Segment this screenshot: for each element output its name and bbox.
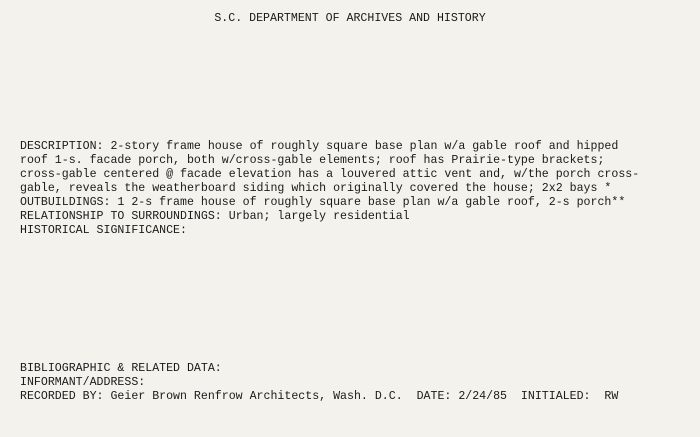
description-line: gable, reveals the weatherboard siding which originally covered the house; 2x2 bays * bbox=[20, 182, 612, 195]
row-potential bbox=[20, 258, 680, 272]
row-condition bbox=[20, 314, 680, 328]
row-classification bbox=[20, 98, 680, 112]
row-evaluation bbox=[20, 404, 680, 418]
row-present-use bbox=[20, 300, 680, 314]
row-common-name bbox=[20, 54, 680, 68]
row-owner bbox=[20, 272, 680, 286]
recorded-by: RECORDED BY: Geier Brown Renfrow Architects, Wash. D.C. DATE: 2/24/85 INITIALED: RW bbox=[20, 390, 619, 403]
row-foundation bbox=[20, 342, 680, 356]
row-address bbox=[20, 68, 680, 82]
outbuildings: OUTBUILDINGS: 1 2-s frame house of roughly square base plan w/a gable roof, 2-s porch** bbox=[20, 196, 626, 209]
historical-significance: HISTORICAL SIGNIFICANCE: bbox=[20, 224, 187, 237]
row-acreage bbox=[20, 82, 680, 96]
relationship-to-surroundings: RELATIONSHIP TO SURROUNDINGS: Urban; largely residential bbox=[20, 210, 410, 223]
description-line: DESCRIPTION: 2-story frame house of roughly square base plan w/a gable roof and hipped bbox=[20, 140, 619, 153]
row-type bbox=[20, 112, 680, 126]
form-header: S.C. DEPARTMENT OF ARCHIVES AND HISTORY bbox=[214, 12, 486, 25]
row-construction bbox=[20, 328, 680, 342]
informant-address: INFORMANT/ADDRESS: bbox=[20, 376, 146, 389]
description-line: roof 1-s. facade porch, both w/cross-gable elements; roof has Prairie-type brackets; bbox=[20, 154, 605, 167]
row-owner-street bbox=[20, 286, 680, 300]
row-site bbox=[20, 26, 680, 40]
row-historic-name bbox=[20, 40, 680, 54]
bibliographic-data: BIBLIOGRAPHIC & RELATED DATA: bbox=[20, 362, 222, 375]
row-architect bbox=[20, 126, 680, 140]
description-line: cross-gable centered @ facade elevation has a louvered attic vent and, w/the porch cross- bbox=[20, 168, 640, 181]
